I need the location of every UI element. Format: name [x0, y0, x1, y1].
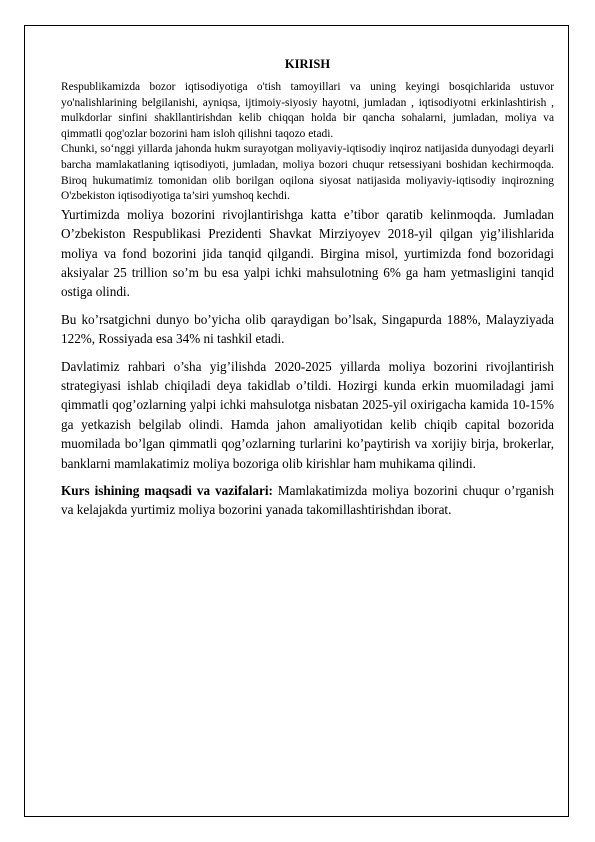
paragraph-goals — [61, 481, 554, 520]
paragraph-market-attention: Yurtimizda moliya bozorini rivojlantirishga katta e’tibor qaratib kelinmoqda. Jumladan O’zbekiston Respublikasi Prezidenti Shavkat Mirziyoyev 2018-yil qilgan yig’ilishlarida moliya va fond bozorini jida tanqid qilgandi. Birgina misol, yurtimizda fond bozoridagi aksiyalar 25 trillion so’m bu esa yalpi ichki mahsulotning 6% ga ham yetmasligini tanqid ostiga olindi. — [61, 206, 554, 300]
page-title: KIRISH — [284, 57, 331, 71]
paragraph-crisis: Chunki, so‘nggi yillarda jahonda hukm surayotgan moliyaviy-iqtisodiy inqiroz natijasida dunyodagi deyarli barcha mamlakatlaning iqtisodiyoti, jumladan, moliya bozori chuqur retsessiyani boshidan kechirmoqda. Biroq hukumatimiz tomonidan olib borilgan oqilona siyosat natijasida moliyaviy-iqtisodiy inqirozning O'zbekiston iqtisodiyotiga ta’siri yumshoq kechdi. — [61, 143, 554, 203]
paragraph-comparison: Bu ko’rsatgichni dunyo bo’yicha olib qaraydigan bo’lsak, Singapurda 188%, Malayziyada 122%, Rossiyada esa 34% ni tashkil etadi. — [61, 311, 554, 347]
paragraph-intro: Respublikamizda bozor iqtisodiyotiga o'tish tamoyillari va uning keyingi bosqichlarida ustuvor yo'nalishlarining belgilanishi, ayniqsa, ijtimoiy-siyosiy hayotni, jumladan , iqtisodiyotni erkinlashtirish , mulkdorlar sinfini shakllantirishdan kelib chiqqan holda bir qancha sohalarni, jumladan, moliya va qimmatli qog'ozlar bozorini ham isloh qilishni taqozo etadi. — [61, 81, 554, 140]
document-body — [61, 56, 554, 520]
goals-text: Mamlakatimizda moliya bozorini chuqur o’rganish va kelajakda yurtimiz moliya bozorini yanada takomillashtirishdan iborat. — [61, 483, 554, 518]
paragraph-strategy: Davlatimiz rahbari o’sha yig’ilishda 2020-2025 yillarda moliya bozorini rivojlantirish strategiyasi ishlab chiqiladi deya takidlab o’tildi. Hozirgi kunda erkin muomiladagi jami qimmatli qog’ozlarning yalpi ichki mahsulotga nisbatan 2025-yil oxirigacha kamida 10-15% ga yetkazish belgilab olindi. Hamda jahon amaliyotidan kelib chiqib capital bozorida muomilada bo’lgan qimmatli qog’ozlarning turlarini ko’paytirish va xorijiy birja, brokerlar, banklarni mamlakatimiz moliya bozoriga olib kirishlar ham muhikama qilindi. — [61, 358, 554, 471]
goals-label: Kurs ishining maqsadi va vazifalari: — [61, 483, 273, 499]
